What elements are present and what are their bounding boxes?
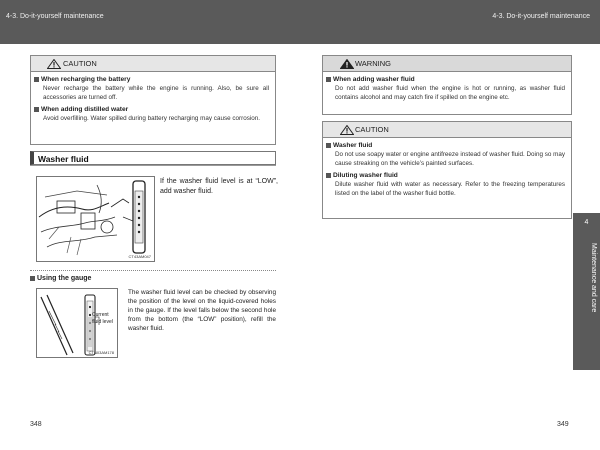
gauge-callout-label: Current fluid level (92, 312, 113, 325)
section-title: Washer fluid (38, 154, 89, 164)
right-page-number: 349 (557, 421, 569, 428)
left-running-head: 4-3. Do-it-yourself maintenance (6, 13, 104, 20)
image-code: CTN03AM178 (88, 350, 114, 355)
warning-triangle-icon (340, 125, 354, 135)
chapter-side-tab (573, 213, 600, 370)
warning-title: WARNING (355, 59, 391, 68)
engine-bay-drawing (37, 177, 155, 262)
right-caution-box (322, 121, 572, 219)
warning-header (323, 56, 571, 72)
washer-intro-text: If the washer fluid level is at “LOW”, add washer fluid. (160, 178, 278, 195)
chapter-number: 4 (584, 219, 589, 226)
caution-section-heading: Diluting washer fluid (326, 172, 571, 179)
warning-section-text: Do not add washer fluid when the engine is hot or running, as washer fluid contains alcohol and may catch fire if spilled on the engine etc. (335, 85, 565, 101)
bullet-square-icon (326, 143, 331, 148)
gauge-heading: Using the gauge (30, 275, 91, 282)
bullet-square-icon (34, 107, 39, 112)
gauge-description-text: The washer fluid level can be checked by observing the position of the level on the liquid-covered holes in the gauge. If the level falls below the second hole from the bottom (the “LOW” position), refill the washer fluid. (128, 289, 276, 333)
caution-section-heading: When adding distilled water (34, 106, 275, 113)
caution-header (323, 122, 571, 138)
right-running-head: 4-3. Do-it-yourself maintenance (492, 13, 590, 20)
left-page-number: 348 (30, 421, 42, 428)
caution-title: CAUTION (63, 59, 97, 68)
caution-section-text: Avoid overfilling. Water spilled during battery recharging may cause corrosion. (43, 115, 260, 123)
warning-section-heading: When adding washer fluid (326, 76, 571, 83)
section-divider (30, 165, 276, 166)
page-header-bar (0, 0, 600, 44)
caution-section-text: Do not use soapy water or engine antifreeze instead of washer fluid. Doing so may cause streaking on the vehicle’s painted surfaces. (335, 151, 565, 167)
gauge-illustration (36, 288, 118, 358)
caution-title: CAUTION (355, 125, 389, 134)
section-title-bar (30, 151, 276, 165)
bullet-square-icon (30, 276, 35, 281)
dotted-divider (30, 270, 276, 271)
engine-bay-illustration (36, 176, 155, 262)
warning-triangle-icon (47, 59, 61, 69)
warning-triangle-filled-icon (340, 59, 354, 69)
bullet-square-icon (326, 77, 331, 82)
left-caution-box (30, 55, 276, 145)
caution-section-heading: When recharging the battery (34, 76, 275, 83)
caution-section-heading: Washer fluid (326, 142, 571, 149)
caution-header (31, 56, 275, 72)
chapter-label: Maintenance and care (590, 243, 597, 313)
caution-section-text: Never recharge the battery while the engine is running. Also, be sure all accessories are turned off. (43, 85, 269, 101)
bullet-square-icon (34, 77, 39, 82)
image-code: CT43AM047 (128, 254, 151, 259)
bullet-square-icon (326, 173, 331, 178)
caution-section-text: Dilute washer fluid with water as necessary. Refer to the freezing temperatures listed on the label of the washer fluid bottle. (335, 181, 565, 197)
right-warning-box (322, 55, 572, 115)
